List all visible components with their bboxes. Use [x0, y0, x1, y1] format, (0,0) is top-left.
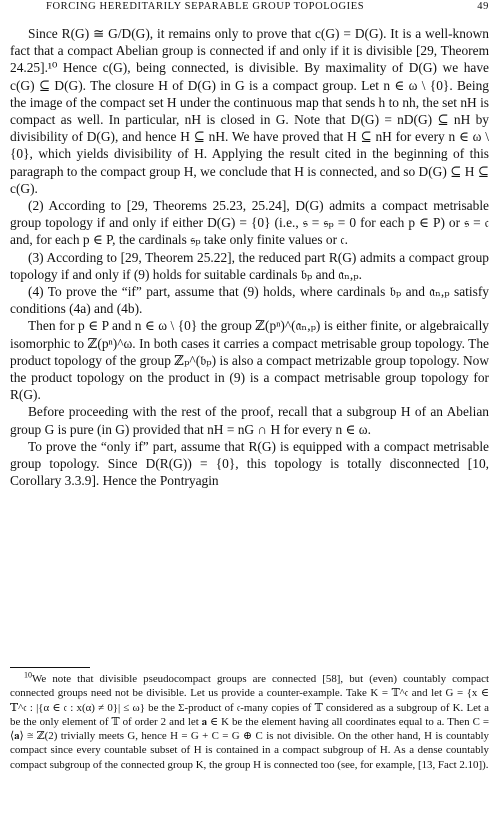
- footnote-rule: [10, 667, 90, 668]
- paragraph-closing-proof: Since R(G) ≅ G/D(G), it remains only to prove that c(G) = D(G). It is a well-known fact that a compact Abelian group is connected if and only if it is divisible [29, Theorem 24.25].¹⁰ Hence c(G), being connected, is divisible. By maximality of D(G) we have c(G) ⊆ D(G). The closure H of D(G) in G is a compact group. Let n ∈ ω \ {0}. Being the image of the compact set H under the continuous map that sends h to nh, the set nH is compact as well. In particular, nH is closed in G. Note that D(G) = nD(G) ⊆ nH by divisibility of D(G), and hence H ⊆ nH. We have proved that H ⊆ nH for every n ∈ ω \ {0}, which yields divisibility of H. Applying the result cited in the beginning of this paragraph to the compact group H, we conclude that H is connected, and so D(G) ⊆ H ⊆ c(G).: [10, 26, 489, 196]
- body-text: [10, 25, 489, 489]
- page-header: [10, 1, 489, 17]
- paragraph-item-4: (4) To prove the “if” part, assume that (9) holds, where cardinals 𝔟ₚ and 𝔞ₙ,ₚ satisfy conditions (4a) and (4b).: [10, 284, 489, 317]
- paragraph-item-3: (3) According to [29, Theorem 25.22], the reduced part R(G) admits a compact group topology if and only if (9) holds for suitable cardinals 𝔟ₚ and 𝔞ₙ,ₚ.: [10, 249, 489, 282]
- page: [10, 0, 489, 839]
- paragraph-only-if: To prove the “only if” part, assume that R(G) is equipped with a compact metrisable group topology. Since D(R(G)) = {0}, this topology is totally disconnected [10, Corollary 3.3.9]. Hence the Pontryagin: [10, 438, 489, 489]
- footnote-text: We note that divisible pseudocompact groups are connected [58], but (even) countably compact connected groups need not be divisible. Let us provide a counter-example. Take K = 𝕋^𝔠 and let G = {x ∈ 𝕋^𝔠 : |{α ∈ 𝔠 : x(α) ≠ 0}| ≤ ω} be the Σ-product of 𝔠-many copies of 𝕋 considered as a subgroup of K. Let a be the only element of 𝕋 of order 2 and let 𝐚 ∈ K be the element having all coordinates equal to a. Then C = ⟨𝐚⟩ ≅ ℤ(2) trivially meets G, hence H = G + C = G ⊕ C is not divisible. On the other hand, H is countably compact since every countable subset of H is contained in a compact subgroup of H. As a dense countably compact subgroup of the connected group K, the group H is connected too (see, for example, [13, Fact 2.10]).: [10, 673, 489, 771]
- page-number: 49: [477, 1, 489, 12]
- footnote-marker: 10: [24, 670, 32, 680]
- paragraph-pure-subgroup: Before proceeding with the rest of the proof, recall that a subgroup H of an Abelian group G is pure (in G) provided that nH = nG ∩ H for every n ∈ ω.: [10, 404, 489, 437]
- paragraph-product-topology: Then for p ∈ P and n ∈ ω \ {0} the group ℤ(pⁿ)^(𝔞ₙ,ₚ) is either finite, or algebraically isomorphic to ℤ(pⁿ)^ω. In both cases it carries a compact metrisable group topology. The product topology of the group ℤₚ^(𝔟ₚ) is also a compact metrizable group topology. Now the product topology on the product in (9) is a compact metrisable group topology for R(G).: [10, 318, 489, 403]
- running-head: FORCING HEREDITARILY SEPARABLE GROUP TOPOLOGIES: [46, 1, 365, 12]
- footnote: [10, 672, 489, 772]
- paragraph-item-2: (2) According to [29, Theorems 25.23, 25.24], D(G) admits a compact metrisable group topology if and only if either D(G) = {0} (i.e., 𝔰 = 𝔰ₚ = 0 for each p ∈ P) or 𝔰 = 𝔠 and, for each p ∈ P, the cardinals 𝔰ₚ take only finite values or 𝔠.: [10, 198, 489, 248]
